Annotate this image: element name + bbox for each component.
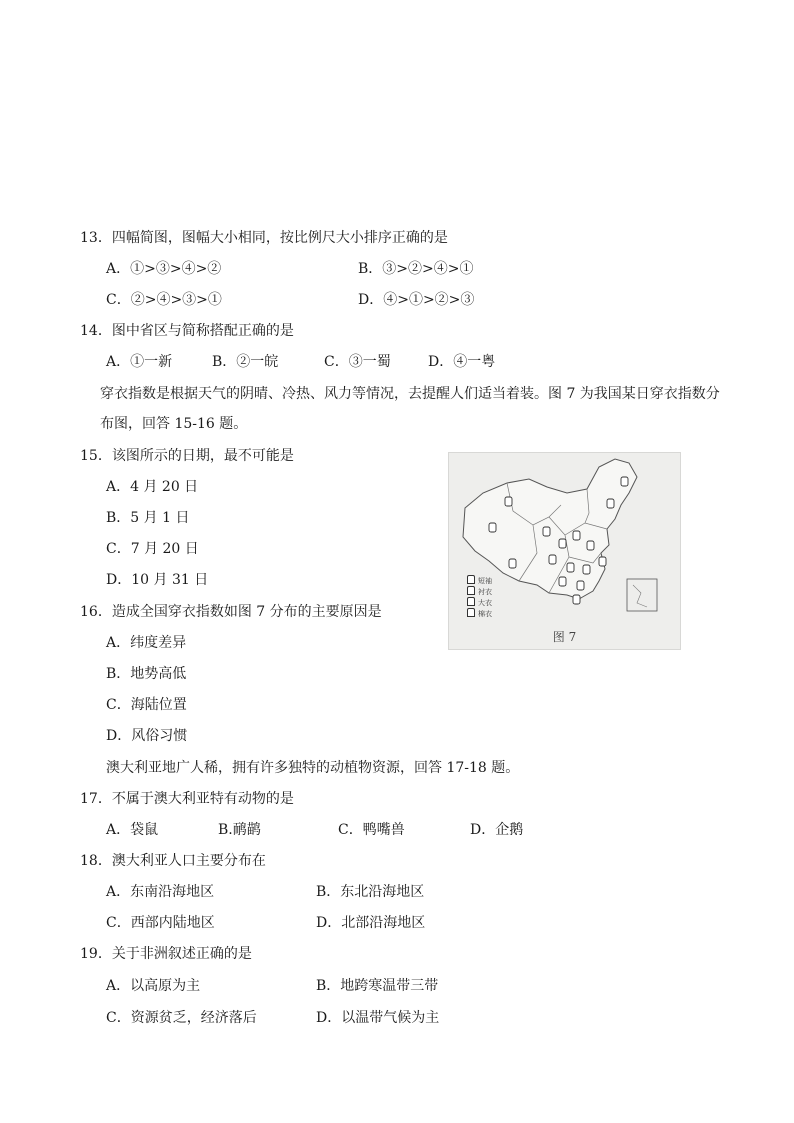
q19-stem: 19．关于非洲叙述正确的是 (80, 946, 252, 962)
q16-option-b: B．地势高低 (106, 666, 187, 682)
q17-option-b: B.鸸鹋 (218, 822, 261, 838)
q18-option-a: A．东南沿海地区 (106, 884, 215, 900)
q19-option-d: D．以温带气候为主 (316, 1010, 440, 1026)
q18-option-d: D．北部沿海地区 (316, 915, 426, 931)
legend-item-1: 短袖 (467, 575, 492, 586)
china-map-outline (449, 453, 680, 649)
q15-stem: 15．该图所示的日期，最不可能是 (80, 448, 294, 464)
passage-1-line-2: 布图，回答 15-16 题。 (100, 416, 248, 432)
q18-option-c: C．西部内陆地区 (106, 915, 215, 931)
q19-option-c: C．资源贫乏，经济落后 (106, 1010, 257, 1026)
q17-option-a: A．袋鼠 (106, 822, 159, 838)
q15-option-c: C．7 月 20 日 (106, 541, 199, 557)
q16-option-d: D．风俗习惯 (106, 728, 188, 744)
q13-option-a: A．①>③>④>② (106, 261, 222, 277)
q14-stem: 14．图中省区与简称搭配正确的是 (80, 323, 294, 339)
q19-option-a: A．以高原为主 (106, 978, 201, 994)
q16-option-c: C．海陆位置 (106, 697, 187, 713)
q16-stem: 16．造成全国穿衣指数如图 7 分布的主要原因是 (80, 604, 382, 620)
q18-option-b: B．东北沿海地区 (316, 884, 425, 900)
q19-option-b: B．地跨寒温带三带 (316, 978, 439, 994)
q14-option-a: A．①一新 (106, 354, 173, 370)
q14-option-d: D．④一粤 (428, 354, 496, 370)
q18-stem: 18．澳大利亚人口主要分布在 (80, 853, 266, 869)
passage-2-line-1: 澳大利亚地广人稀，拥有许多独特的动植物资源，回答 17-18 题。 (106, 760, 520, 776)
q13-option-d: D．④>①>②>③ (358, 292, 475, 308)
q14-option-c: C．③一蜀 (324, 354, 391, 370)
q17-option-d: D．企鹅 (470, 822, 524, 838)
legend-item-2: 衬衣 (467, 586, 492, 597)
legend-item-4: 棉衣 (467, 608, 492, 619)
q17-option-c: C．鸭嘴兽 (338, 822, 405, 838)
q16-option-a: A．纬度差异 (106, 635, 187, 651)
figure-7-dressing-index-map (448, 452, 681, 650)
q15-option-d: D．10 月 31 日 (106, 572, 209, 588)
q15-option-a: A．4 月 20 日 (106, 479, 199, 495)
legend-item-3: 大衣 (467, 597, 492, 608)
q15-option-b: B．5 月 1 日 (106, 510, 190, 526)
q14-option-b: B．②一皖 (212, 354, 279, 370)
q13-option-c: C．②>④>③>① (106, 292, 222, 308)
q13-option-b: B．③>②>④>① (358, 261, 474, 277)
q17-stem: 17．不属于澳大利亚特有动物的是 (80, 791, 294, 807)
figure-caption: 图 7 (552, 630, 577, 644)
q13-stem: 13．四幅简图，图幅大小相同，按比例尺大小排序正确的是 (80, 230, 448, 246)
passage-1-line-1: 穿衣指数是根据天气的阴晴、冷热、风力等情况，去提醒人们适当着装。图 7 为我国某日穿衣指数分 (100, 386, 720, 402)
